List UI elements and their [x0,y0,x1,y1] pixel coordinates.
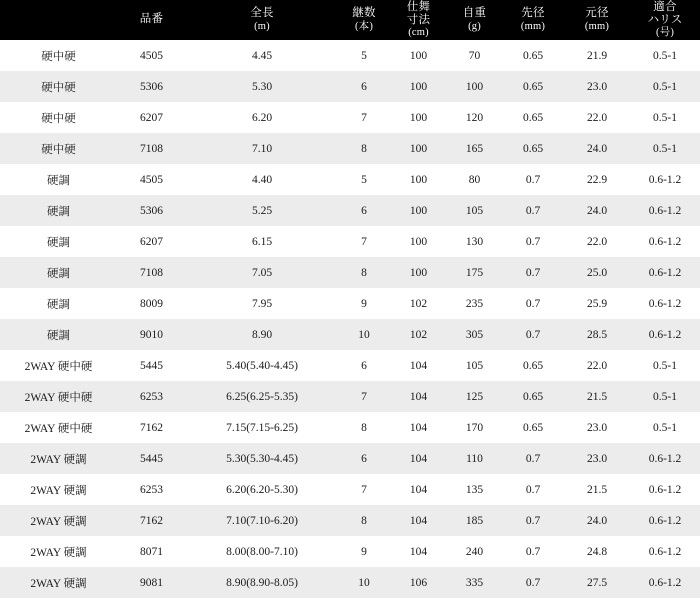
cell-line-rating: 0.5-1 [653,390,677,403]
cell-weight: 100 [465,80,484,93]
cell-code: 5445 [140,452,163,465]
cell-tip-diameter: 0.65 [522,390,544,403]
cell-weight: 80 [468,173,481,186]
cell-code: 7108 [140,142,163,155]
cell-weight: 240 [465,545,484,558]
table-row [0,381,700,412]
cell-closed-length: 100 [409,142,428,155]
cell-model: 硬調 [47,329,70,342]
cell-weight: 170 [465,421,484,434]
cell-code: 6253 [140,390,163,403]
table-row [0,226,700,257]
cell-closed-length: 104 [409,359,428,372]
cell-line-rating: 0.5-1 [653,49,677,62]
cell-length: 4.40 [251,173,273,186]
table-row [0,133,700,164]
cell-tip-diameter: 0.65 [522,80,544,93]
cell-length: 7.15(7.15-6.25) [226,421,298,434]
cell-closed-length: 100 [409,266,428,279]
cell-joints: 5 [361,49,367,62]
cell-butt-diameter: 22.0 [586,359,608,372]
cell-tip-diameter: 0.7 [525,328,541,341]
cell-weight: 105 [465,204,484,217]
column-header-butt-diameter: 元径 (mm) [584,7,610,32]
cell-weight: 110 [466,452,483,465]
cell-length: 6.15 [251,235,273,248]
cell-tip-diameter: 0.65 [522,421,544,434]
cell-butt-diameter: 24.8 [586,545,608,558]
cell-tip-diameter: 0.65 [522,142,544,155]
cell-tip-diameter: 0.7 [525,452,541,465]
cell-butt-diameter: 21.5 [586,390,608,403]
cell-closed-length: 104 [409,421,428,434]
cell-closed-length: 100 [409,235,428,248]
cell-joints: 9 [361,297,367,310]
cell-line-rating: 0.6-1.2 [648,204,682,217]
cell-butt-diameter: 23.0 [586,421,608,434]
cell-joints: 8 [361,514,367,527]
cell-model: 硬調 [47,298,70,311]
cell-weight: 105 [465,359,484,372]
cell-closed-length: 106 [409,576,428,589]
cell-model: 2WAY 硬調 [30,546,87,559]
table-row [0,567,700,598]
cell-weight: 130 [465,235,484,248]
table-row [0,474,700,505]
cell-model: 硬中硬 [41,112,76,125]
cell-line-rating: 0.6-1.2 [648,328,682,341]
cell-code: 5306 [140,80,163,93]
cell-butt-diameter: 22.0 [586,235,608,248]
cell-length: 8.90(8.90-8.05) [226,576,298,589]
table-body [0,40,700,598]
cell-weight: 185 [465,514,484,527]
cell-butt-diameter: 24.0 [586,514,608,527]
cell-model: 2WAY 硬調 [30,577,87,590]
cell-joints: 10 [358,328,370,341]
cell-model: 2WAY 硬調 [30,515,87,528]
cell-closed-length: 102 [409,297,428,310]
cell-closed-length: 104 [409,452,428,465]
cell-line-rating: 0.6-1.2 [648,266,682,279]
column-header-tip-diameter: 先径 (mm) [520,7,546,32]
cell-length: 7.95 [251,297,273,310]
table-row [0,164,700,195]
cell-weight: 165 [465,142,484,155]
cell-model: 硬調 [47,267,70,280]
cell-line-rating: 0.6-1.2 [648,576,682,589]
cell-butt-diameter: 25.9 [586,297,608,310]
cell-line-rating: 0.5-1 [653,359,677,372]
column-header-line-rating: 適合 ハリス (号) [647,0,683,39]
cell-code: 7108 [140,266,163,279]
cell-length: 8.00(8.00-7.10) [226,545,298,558]
cell-closed-length: 104 [409,390,428,403]
cell-tip-diameter: 0.7 [525,266,541,279]
cell-model: 2WAY 硬中硬 [24,422,93,435]
cell-tip-diameter: 0.7 [525,576,541,589]
table-row [0,102,700,133]
cell-joints: 7 [361,483,367,496]
cell-butt-diameter: 27.5 [586,576,608,589]
cell-length: 6.20(6.20-5.30) [226,483,298,496]
cell-joints: 9 [361,545,367,558]
cell-line-rating: 0.6-1.2 [648,545,682,558]
cell-code: 6207 [140,111,163,124]
cell-line-rating: 0.6-1.2 [648,514,682,527]
cell-butt-diameter: 23.0 [586,452,608,465]
cell-weight: 175 [465,266,484,279]
cell-model: 2WAY 硬中硬 [24,360,93,373]
cell-joints: 7 [361,111,367,124]
cell-closed-length: 100 [409,173,428,186]
cell-tip-diameter: 0.7 [525,297,541,310]
cell-length: 5.25 [251,204,273,217]
table-row [0,412,700,443]
cell-length: 5.40(5.40-4.45) [226,359,298,372]
cell-length: 6.20 [251,111,273,124]
cell-joints: 8 [361,421,367,434]
cell-model: 硬調 [47,236,70,249]
cell-code: 5445 [140,359,163,372]
cell-tip-diameter: 0.7 [525,514,541,527]
cell-length: 5.30 [251,80,273,93]
cell-weight: 125 [465,390,484,403]
cell-code: 9081 [140,576,163,589]
cell-line-rating: 0.6-1.2 [648,235,682,248]
cell-model: 硬中硬 [41,81,76,94]
cell-tip-diameter: 0.7 [525,235,541,248]
cell-butt-diameter: 23.0 [586,80,608,93]
cell-weight: 120 [465,111,484,124]
cell-joints: 8 [361,142,367,155]
cell-line-rating: 0.5-1 [653,80,677,93]
table-row [0,195,700,226]
cell-tip-diameter: 0.65 [522,49,544,62]
table-header-row [0,0,700,40]
cell-length: 7.10 [251,142,273,155]
cell-butt-diameter: 24.0 [586,204,608,217]
table-header [0,0,700,40]
cell-closed-length: 100 [409,204,428,217]
cell-weight: 70 [468,49,481,62]
cell-code: 6207 [140,235,163,248]
cell-code: 8009 [140,297,163,310]
cell-length: 8.90 [251,328,273,341]
cell-closed-length: 104 [409,545,428,558]
cell-line-rating: 0.5-1 [653,421,677,434]
cell-joints: 6 [361,359,367,372]
cell-model: 2WAY 硬調 [30,453,87,466]
column-header-length: 全長 (m) [250,7,274,32]
cell-closed-length: 100 [409,111,428,124]
cell-line-rating: 0.5-1 [653,111,677,124]
cell-joints: 7 [361,235,367,248]
cell-joints: 5 [361,173,367,186]
cell-length: 7.10(7.10-6.20) [226,514,298,527]
cell-model: 硬調 [47,205,70,218]
table-row [0,505,700,536]
cell-closed-length: 102 [409,328,428,341]
cell-code: 8071 [140,545,163,558]
cell-butt-diameter: 24.0 [586,142,608,155]
cell-weight: 335 [465,576,484,589]
cell-line-rating: 0.5-1 [653,142,677,155]
cell-butt-diameter: 28.5 [586,328,608,341]
cell-tip-diameter: 0.7 [525,173,541,186]
cell-joints: 7 [361,390,367,403]
cell-tip-diameter: 0.65 [522,359,544,372]
cell-tip-diameter: 0.7 [525,483,541,496]
cell-line-rating: 0.6-1.2 [648,452,682,465]
cell-closed-length: 104 [409,514,428,527]
cell-joints: 6 [361,204,367,217]
cell-length: 6.25(6.25-5.35) [226,390,298,403]
table-row [0,40,700,71]
cell-model: 硬調 [47,174,70,187]
table-row [0,443,700,474]
cell-closed-length: 100 [409,80,428,93]
column-header-code: 品番 [139,13,164,26]
column-header-closed-length: 仕舞 寸法 (cm) [406,0,431,39]
cell-length: 7.05 [251,266,273,279]
cell-butt-diameter: 22.9 [586,173,608,186]
cell-code: 5306 [140,204,163,217]
table-row [0,350,700,381]
table-row [0,319,700,350]
table-row [0,536,700,567]
cell-butt-diameter: 21.9 [586,49,608,62]
cell-butt-diameter: 22.0 [586,111,608,124]
cell-code: 9010 [140,328,163,341]
cell-butt-diameter: 25.0 [586,266,608,279]
cell-line-rating: 0.6-1.2 [648,173,682,186]
cell-joints: 8 [361,266,367,279]
cell-weight: 235 [465,297,484,310]
cell-joints: 6 [361,80,367,93]
table-row [0,257,700,288]
cell-weight: 135 [465,483,484,496]
cell-length: 4.45 [251,49,273,62]
cell-tip-diameter: 0.65 [522,111,544,124]
cell-line-rating: 0.6-1.2 [648,483,682,496]
cell-model: 2WAY 硬調 [30,484,87,497]
cell-code: 7162 [140,514,163,527]
column-header-joints: 継数 (本) [352,7,376,32]
cell-joints: 10 [358,576,370,589]
column-header-model [0,0,117,40]
cell-code: 4505 [140,173,163,186]
cell-code: 6253 [140,483,163,496]
cell-model: 硬中硬 [41,50,76,63]
column-header-weight: 自重 (g) [462,7,487,32]
cell-tip-diameter: 0.7 [525,204,541,217]
table-row [0,288,700,319]
cell-joints: 6 [361,452,367,465]
cell-weight: 305 [465,328,484,341]
cell-model: 2WAY 硬中硬 [24,391,93,404]
cell-closed-length: 104 [409,483,428,496]
cell-code: 7162 [140,421,163,434]
cell-length: 5.30(5.30-4.45) [226,452,298,465]
table-row [0,71,700,102]
cell-code: 4505 [140,49,163,62]
cell-line-rating: 0.6-1.2 [648,297,682,310]
cell-model: 硬中硬 [41,143,76,156]
cell-tip-diameter: 0.7 [525,545,541,558]
cell-closed-length: 100 [409,49,428,62]
cell-butt-diameter: 21.5 [586,483,608,496]
